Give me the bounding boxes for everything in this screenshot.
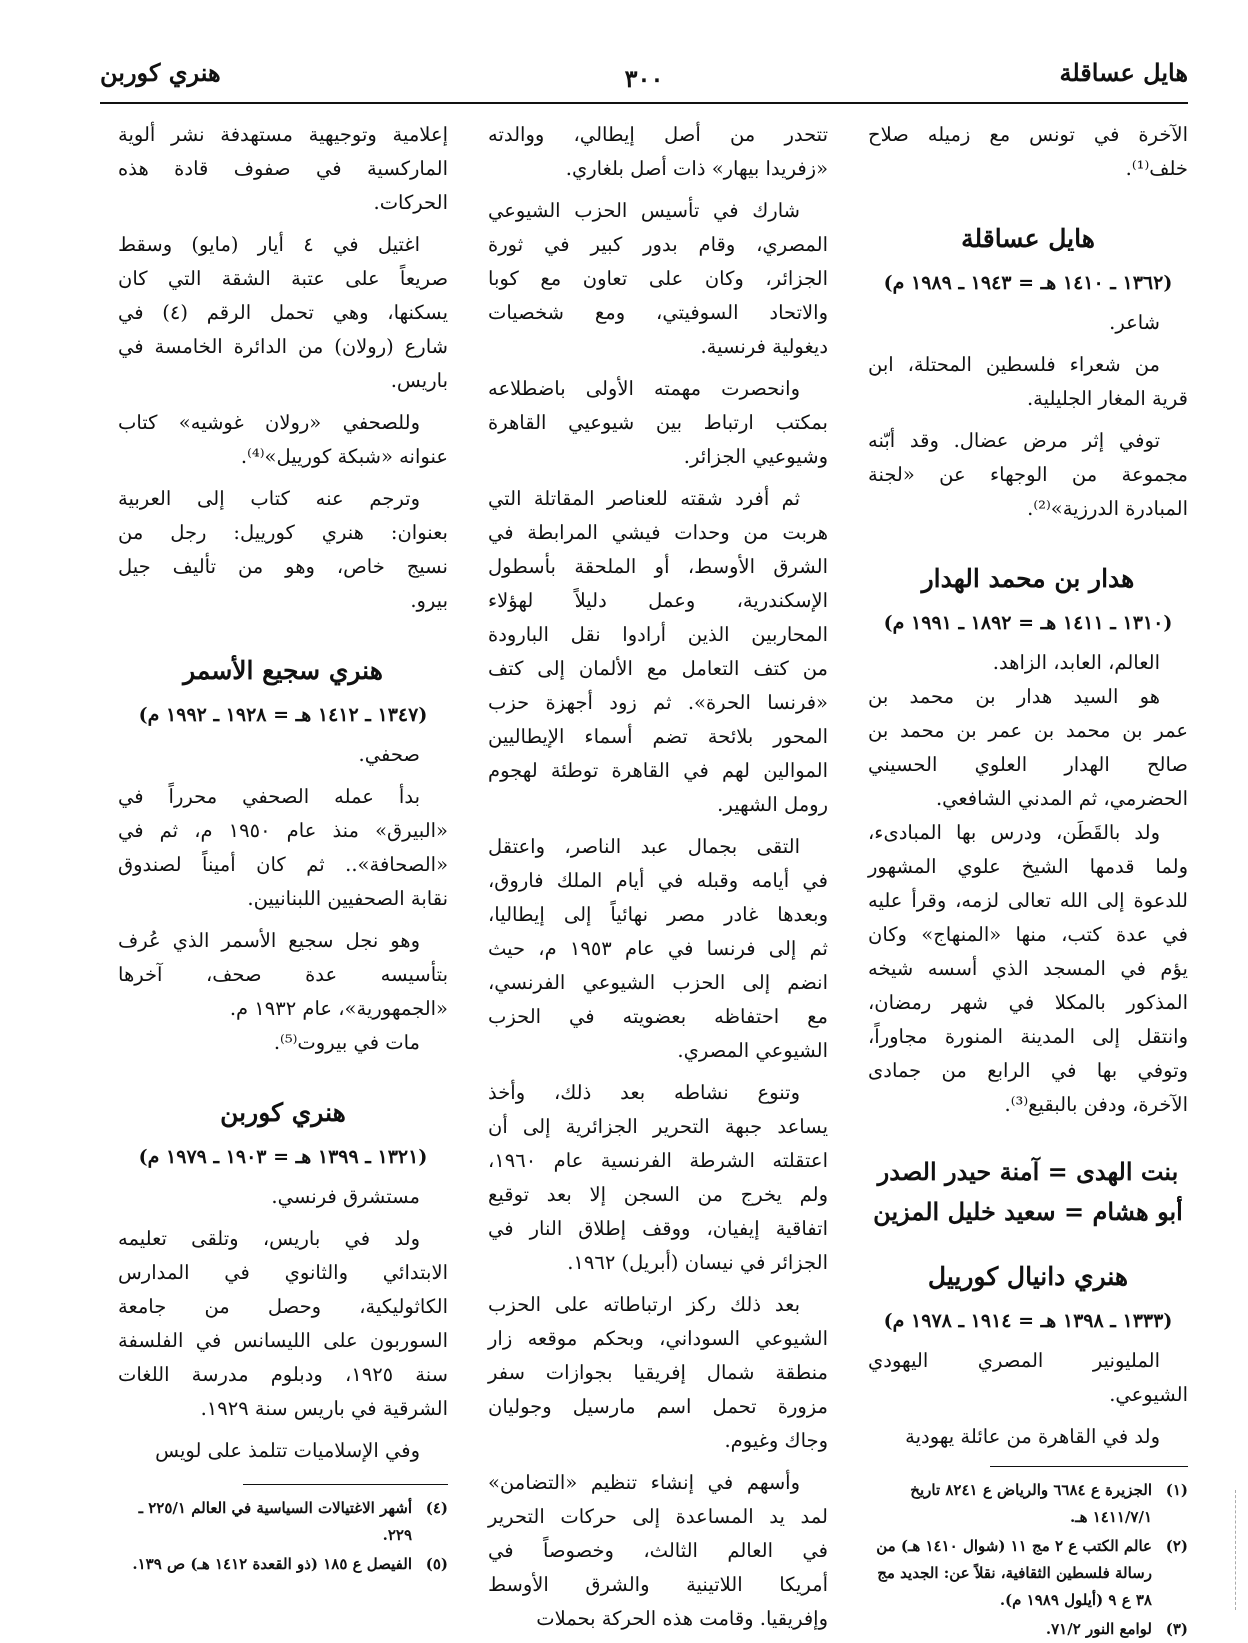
text-line: وشيوعيي الجزائر. bbox=[683, 445, 828, 468]
text-line: «الصحافة».. ثم كان أميناً لصندوق bbox=[118, 853, 448, 876]
text-line: والاتحاد السوفيتي، ومع شخصيات bbox=[488, 301, 828, 324]
footnote bbox=[868, 1616, 1188, 1643]
text-line: «الجمهورية»، عام ١٩٣٢ م. bbox=[229, 997, 448, 1020]
text-line: شاعر. bbox=[1109, 311, 1160, 334]
page-header bbox=[100, 58, 1188, 104]
text-line: بمكتب ارتباط بين شيوعيي القاهرة bbox=[488, 411, 828, 434]
text-line: المحور بلائحة تضم أسماء الإيطاليين bbox=[488, 725, 828, 748]
text-line: «فرنسا الحرة». ثم زود أجهزة حزب bbox=[488, 691, 828, 714]
text-line: ثم إلى فرنسا في عام ١٩٥٣ م، حيث bbox=[488, 937, 828, 960]
text-line: الابتدائي والثانوي في المدارس bbox=[118, 1261, 448, 1284]
text-line: وتنوع نشاطه بعد ذلك، وأخذ bbox=[488, 1081, 800, 1104]
text-line: الجزائر، وكان على تعاون مع كوبا bbox=[488, 267, 828, 290]
text-line: انضم إلى الحزب الشيوعي الفرنسي، bbox=[488, 971, 828, 994]
entry-paragraph bbox=[868, 424, 1188, 526]
text-line: عمر بن محمد بن عمر بن محمد بن bbox=[868, 719, 1188, 742]
text-line: شارع (رولان) من الدائرة الخامسة في bbox=[118, 335, 448, 358]
text-line: وتوفي بها في الرابع من جمادى bbox=[868, 1059, 1188, 1082]
text-line: ولد بالقَطَن، ودرس بها المبادىء، bbox=[868, 821, 1160, 844]
footnote-rule bbox=[990, 1466, 1188, 1467]
text-line: في أيامه وقبله في أيام الملك فاروق، bbox=[488, 869, 828, 892]
running-title-right: هايل عساقلة bbox=[1059, 58, 1188, 87]
text-line: العالم، العابد، الزاهد. bbox=[992, 651, 1160, 674]
text-line: بتأسيسه عدة صحف، آخرها bbox=[118, 963, 448, 986]
entry-paragraph bbox=[868, 306, 1188, 340]
entry-paragraph bbox=[868, 680, 1188, 816]
text-line: صريعاً على عتبة الشقة التي كان bbox=[118, 267, 448, 290]
entry-corbin bbox=[118, 1094, 448, 1468]
text-line: هربت من وحدات فيشي المرابطة في bbox=[488, 521, 828, 544]
text-line: وانتقل إلى المدينة المنورة مجاوراً، bbox=[868, 1025, 1188, 1048]
text-line: رومل الشهير. bbox=[717, 793, 828, 816]
text-line: عنوانه «شبكة كورييل»⁽⁴⁾. bbox=[240, 445, 448, 468]
entry-paragraph bbox=[868, 816, 1188, 1122]
entry-hayel-asaqla bbox=[868, 220, 1188, 526]
footnote-rule bbox=[243, 1484, 448, 1485]
text-line: المذكور بالمكلا في شهر رمضان، bbox=[868, 991, 1188, 1014]
text-line: نسيج خاص، وهو من تأليف جيل bbox=[118, 555, 448, 578]
entry-dates: (١٣٣٣ ـ ١٣٩٨ هـ = ١٩١٤ ـ ١٩٧٨ م) bbox=[883, 1310, 1173, 1332]
text-line: وترجم عنه كتاب إلى العربية bbox=[118, 487, 420, 510]
text-line: صالح الهدار العلوي الحسيني bbox=[868, 753, 1188, 776]
text-line: وإفريقيا. وقامت هذه الحركة بحملات bbox=[536, 1607, 828, 1630]
entry-paragraph bbox=[488, 1288, 828, 1458]
text-line: وللصحفي «رولان غوشيه» كتاب bbox=[118, 411, 420, 434]
text-line: منطقة شمال إفريقيا بجوازات سفر bbox=[488, 1361, 828, 1384]
column-middle bbox=[488, 118, 828, 1630]
text-line: وأسهم في إنشاء تنظيم «التضامن» bbox=[488, 1471, 800, 1494]
text-line: ديغولية فرنسية. bbox=[700, 335, 828, 358]
footnote-text: الفيصل ع ١٨٥ (ذو القعدة ١٤١٢ هـ) ص ١٣٩. bbox=[132, 1555, 412, 1573]
text-line: توفي إثر مرض عضال. وقد أبّنه bbox=[868, 429, 1160, 452]
text-line: إعلامية وتوجيهية مستهدفة نشر ألوية bbox=[118, 123, 448, 146]
text-line: الشيوعي. bbox=[1109, 1383, 1188, 1406]
footnote-number: (٤) bbox=[425, 1499, 448, 1517]
footnote-text: عالم الكتب ع ٢ مج ١١ (شوال ١٤١٠ هـ) من رسالة فلسطين الثقافية، نقلاً عن: الجديد مج ٣٨ ع ٩ (أيلول ١٩٨٩ م). bbox=[876, 1537, 1152, 1609]
text-line: سنة ١٩٢٥، ودبلوم مدرسة اللغات bbox=[118, 1363, 448, 1386]
entry-curiel bbox=[868, 1258, 1188, 1454]
entry-paragraph bbox=[488, 1466, 828, 1636]
entry-paragraph bbox=[868, 1420, 1188, 1454]
entry-title: هنري دانيال كورييل bbox=[927, 1262, 1129, 1291]
entry-paragraph bbox=[118, 780, 448, 916]
text-line: يساعد جبهة التحرير الجزائرية إلى أن bbox=[488, 1115, 828, 1138]
text-line: مات في بيروت⁽⁵⁾. bbox=[273, 1031, 420, 1054]
text-line: «البيرق» منذ عام ١٩٥٠ م، ثم في bbox=[118, 819, 448, 842]
text-line: وجاك وغيوم. bbox=[724, 1429, 828, 1452]
running-title-left: هنري كوربن bbox=[100, 58, 221, 87]
entry-title: هدار بن محمد الهدار bbox=[921, 564, 1135, 593]
text-line: بعنوان: هنري كورييل: رجل من bbox=[118, 521, 448, 544]
entry-paragraph bbox=[118, 924, 448, 1026]
entry-dates: (١٣٦٢ ـ ١٤١٠ هـ = ١٩٤٣ ـ ١٩٨٩ م) bbox=[883, 272, 1173, 294]
footnote-number: (٣) bbox=[1165, 1620, 1188, 1638]
text-line: قرية المغار الجليلية. bbox=[1026, 387, 1188, 410]
text-line: التقى بجمال عبد الناصر، واعتقل bbox=[488, 835, 800, 858]
text-line: المليونير المصري اليهودي bbox=[868, 1349, 1160, 1372]
continued-paragraph bbox=[488, 118, 828, 186]
entry-paragraph bbox=[868, 646, 1188, 680]
text-line: تتحدر من أصل إيطالي، ووالدته bbox=[488, 123, 828, 146]
text-line: بدأ عمله الصحفي محرراً في bbox=[118, 785, 420, 808]
text-line: مستشرق فرنسي. bbox=[271, 1185, 420, 1208]
page-number: ٣٠٠ bbox=[624, 64, 664, 93]
entry-asmar bbox=[118, 652, 448, 1060]
text-line: الشرقية في باريس سنة ١٩٢٩. bbox=[200, 1397, 448, 1420]
text-line: بيرو. bbox=[410, 589, 448, 612]
text-line: المحاربين الذين أرادوا نقل البارودة bbox=[488, 623, 828, 646]
footnote-text: أشهر الاغتيالات السياسية في العالم ٢٢٥/١ ـ ٢٢٩. bbox=[138, 1499, 412, 1544]
footnote-number: (٥) bbox=[425, 1555, 448, 1573]
text-line: المبادرة الدرزية»⁽²⁾. bbox=[1027, 497, 1188, 520]
text-line: نقابة الصحفيين اللبنانيين. bbox=[247, 887, 448, 910]
cross-references bbox=[868, 1152, 1188, 1232]
text-line: شارك في تأسيس الحزب الشيوعي bbox=[488, 199, 800, 222]
text-line: الشيوعي السوداني، وبحكم موقعه زار bbox=[488, 1327, 828, 1350]
text-line: هو السيد هدار بن محمد بن bbox=[868, 685, 1160, 708]
text-line: المصري، وقام بدور كبير في ثورة bbox=[488, 233, 828, 256]
text-line: الحضرمي، ثم المدني الشافعي. bbox=[935, 787, 1188, 810]
text-line: الآخرة، ودفن بالبقيع⁽³⁾. bbox=[1004, 1093, 1188, 1116]
text-line: من كتف التعامل مع الألمان إلى كتف bbox=[488, 657, 828, 680]
column-left bbox=[118, 118, 448, 1618]
text-line: وانحصرت مهمته الأولى باضطلاعه bbox=[488, 377, 800, 400]
text-line: مع احتفاظه بعضويته في الحزب bbox=[488, 1005, 828, 1028]
entry-paragraph bbox=[488, 1076, 828, 1280]
text-line: ولد في باريس، وتلقى تعليمه bbox=[118, 1227, 420, 1250]
continued-paragraph bbox=[118, 118, 448, 220]
entry-dates: (١٣١٠ ـ ١٤١١ هـ = ١٨٩٢ ـ ١٩٩١ م) bbox=[883, 612, 1173, 634]
text-line: الآخرة في تونس مع زميله صلاح bbox=[868, 123, 1188, 146]
footnote bbox=[118, 1551, 448, 1578]
text-line: بعد ذلك ركز ارتباطاته على الحزب bbox=[488, 1293, 800, 1316]
column-right bbox=[868, 118, 1188, 1638]
text-line: الموالين لهم في القاهرة توطئة لهجوم bbox=[488, 759, 828, 782]
entry-paragraph bbox=[118, 406, 448, 474]
entry-title: هنري كوربن bbox=[220, 1098, 346, 1127]
cross-reference: بنت الهدى = آمنة حيدر الصدر bbox=[877, 1157, 1179, 1186]
entry-paragraph bbox=[488, 194, 828, 364]
text-line: الشرق الأوسط، أو الملحقة بأسطول bbox=[488, 555, 828, 578]
text-line: مجموعة من الوجهاء عن «لجنة bbox=[868, 463, 1188, 486]
text-line: في عدة كتب، منها «المنهاج» وكان bbox=[868, 923, 1188, 946]
footnote-text: لوامع النور ٧١/٢. bbox=[1045, 1620, 1152, 1638]
text-line: الكاثوليكية، وحصل من جامعة bbox=[118, 1295, 448, 1318]
text-line: السوربون على الليسانس في الفلسفة bbox=[118, 1329, 448, 1352]
text-line: الإسكندرية، وعمل دليلاً لهؤلاء bbox=[488, 589, 828, 612]
text-line: للدعوة إلى الله تعالى لزمه، وقرأ عليه bbox=[868, 889, 1188, 912]
footnote bbox=[118, 1495, 448, 1549]
entry-paragraph bbox=[118, 228, 448, 398]
text-line: الماركسية في صفوف قادة هذه bbox=[118, 157, 448, 180]
entry-title: هايل عساقلة bbox=[961, 224, 1095, 253]
entry-paragraph bbox=[868, 348, 1188, 416]
entry-paragraph bbox=[118, 738, 448, 772]
text-line: اتفاقية إيفيان، ووقف إطلاق النار في bbox=[488, 1217, 828, 1240]
text-line: خلف⁽¹⁾. bbox=[1125, 157, 1188, 180]
text-line: باريس. bbox=[390, 369, 448, 392]
footnote bbox=[868, 1477, 1188, 1531]
footnote-number: (١) bbox=[1165, 1481, 1188, 1499]
text-line: وفي الإسلاميات تتلمذ على لويس bbox=[155, 1439, 420, 1462]
entry-dates: (١٣٤٧ ـ ١٤١٢ هـ = ١٩٢٨ ـ ١٩٩٢ م) bbox=[138, 704, 428, 726]
text-line: ثم أفرد شقته للعناصر المقاتلة التي bbox=[488, 487, 800, 510]
entry-title: هنري سجيع الأسمر bbox=[183, 656, 383, 685]
entry-paragraph bbox=[118, 1434, 448, 1468]
text-line: في العالم الثالث، وخصوصاً في bbox=[488, 1539, 828, 1562]
entry-paragraph bbox=[118, 482, 448, 618]
text-line: مزورة تحمل اسم مارسيل وجوليان bbox=[488, 1395, 828, 1418]
text-line: يؤم في المسجد الذي أسسه شيخه bbox=[868, 957, 1188, 980]
text-line: الجزائر في نيسان (أبريل) ١٩٦٢. bbox=[567, 1251, 828, 1274]
footnote-number: (٢) bbox=[1165, 1537, 1188, 1555]
text-line: وهو نجل سجيع الأسمر الذي عُرف bbox=[118, 929, 420, 952]
entry-paragraph bbox=[118, 1026, 448, 1060]
text-line: ولد في القاهرة من عائلة يهودية bbox=[905, 1425, 1160, 1448]
text-line: يسكنها، وهي تحمل الرقم (٤) في bbox=[118, 301, 448, 324]
entry-paragraph bbox=[868, 1344, 1188, 1412]
text-line: أمريكا اللاتينية والشرق الأوسط bbox=[488, 1573, 828, 1596]
footnote bbox=[868, 1533, 1188, 1614]
text-line: اعتقلته الشرطة الفرنسية عام ١٩٦٠، bbox=[488, 1149, 828, 1172]
text-line: ولما قدمها الشيخ علوي المشهور bbox=[868, 855, 1188, 878]
continued-paragraph bbox=[868, 118, 1188, 186]
entry-paragraph bbox=[118, 1222, 448, 1426]
entry-paragraph bbox=[118, 1180, 448, 1214]
entry-paragraph bbox=[488, 372, 828, 474]
entry-dates: (١٣٢١ ـ ١٣٩٩ هـ = ١٩٠٣ ـ ١٩٧٩ م) bbox=[138, 1146, 428, 1168]
footnote-text: الجزيرة ع ٦٦٨٤ والرياض ع ٨٢٤١ تاريخ ١٤١١/٧/١ هـ. bbox=[910, 1481, 1152, 1526]
text-line: صحفي. bbox=[358, 743, 420, 766]
text-line: من شعراء فلسطين المحتلة، ابن bbox=[868, 353, 1160, 376]
text-line: لمد يد المساعدة إلى حركات التحرير bbox=[488, 1505, 828, 1528]
text-line: الحركات. bbox=[373, 191, 448, 214]
text-line: ولم يخرج من السجن إلا بعد توقيع bbox=[488, 1183, 828, 1206]
footnotes bbox=[868, 1477, 1188, 1643]
footnotes bbox=[118, 1495, 448, 1578]
text-line: الشيوعي المصري. bbox=[677, 1039, 828, 1062]
cross-reference: أبو هشام = سعيد خليل المزين bbox=[873, 1197, 1183, 1226]
text-line: «زفريدا بيهار» ذات أصل بلغاري. bbox=[565, 157, 828, 180]
entry-paragraph bbox=[488, 482, 828, 822]
entry-paragraph bbox=[488, 830, 828, 1068]
text-line: وبعدها غادر مصر نهائياً إلى إيطاليا، bbox=[488, 903, 828, 926]
entry-haddar bbox=[868, 560, 1188, 1122]
text-line: اغتيل في ٤ أيار (مايو) وسقط bbox=[118, 233, 421, 256]
scan-margin-mark bbox=[1234, 1490, 1236, 1610]
